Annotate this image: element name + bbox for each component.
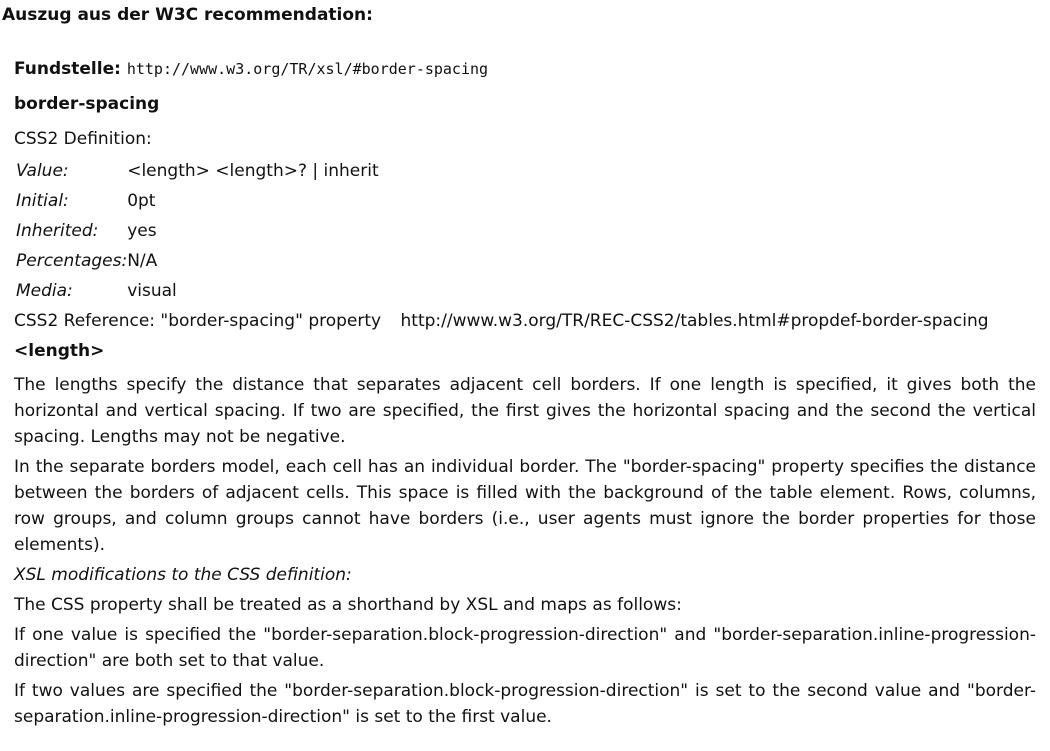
paragraph-one-value: If one value is specified the "border-separation.block-progression-direction" and "border-separation.inline-progression-direction" are both set to that value.: [14, 625, 1036, 671]
paragraph-separate-borders: In the separate borders model, each cell has an individual border. The "border-spacing" property specifies the distance between the borders of adjacent cells. This space is filled with the background of the table element. Rows, columns, row groups, and column groups cannot have borders (i.e., user agents must ignore the border properties for those elements).: [14, 457, 1036, 555]
definition-row: [16, 156, 379, 186]
definition-key: Media:: [16, 281, 73, 301]
paragraph-shorthand: The CSS property shall be treated as a shorthand by XSL and maps as follows:: [14, 595, 682, 615]
definition-row: [16, 276, 379, 306]
css2-reference-label: CSS2 Reference: "border-spacing" property: [14, 311, 382, 331]
fundstelle-line: [14, 56, 1036, 82]
definition-value: <length> <length>? | inherit: [127, 161, 379, 181]
spec-excerpt: [14, 56, 1036, 730]
property-title: border-spacing: [14, 94, 160, 114]
definition-value: yes: [127, 221, 157, 241]
definition-key: Percentages:: [16, 251, 128, 271]
definition-table: [16, 156, 379, 306]
definition-value: N/A: [127, 251, 158, 271]
page-heading: Auszug aus der W3C recommendation:: [2, 5, 373, 25]
definition-row: [16, 246, 379, 276]
fundstelle-label: Fundstelle:: [14, 59, 121, 79]
definition-key: Initial:: [16, 191, 69, 211]
definition-value: 0pt: [127, 191, 156, 211]
css2-reference-url[interactable]: http://www.w3.org/TR/REC-CSS2/tables.html#propdef-border-spacing: [400, 311, 989, 331]
xsl-modifications-heading: XSL modifications to the CSS definition:: [14, 565, 352, 585]
definition-value: visual: [127, 281, 177, 301]
definition-key: Value:: [16, 161, 69, 181]
length-title: <length>: [14, 341, 105, 361]
paragraph-lengths: The lengths specify the distance that separates adjacent cell borders. If one length is specified, it gives both the horizontal and vertical spacing. If two are specified, the first gives the horizontal spacing and the second the vertical spacing. Lengths may not be negative.: [14, 375, 1036, 447]
definition-row: [16, 216, 379, 246]
fundstelle-url[interactable]: http://www.w3.org/TR/xsl/#border-spacing: [126, 60, 489, 78]
css2-definition-label: CSS2 Definition:: [14, 129, 152, 149]
css2-reference-line: [14, 308, 1036, 334]
definition-row: [16, 186, 379, 216]
definition-key: Inherited:: [16, 221, 99, 241]
paragraph-two-values: If two values are specified the "border-separation.block-progression-direction" is set to the second value and "border-separation.inline-progression-direction" is set to the first value.: [14, 681, 1036, 727]
